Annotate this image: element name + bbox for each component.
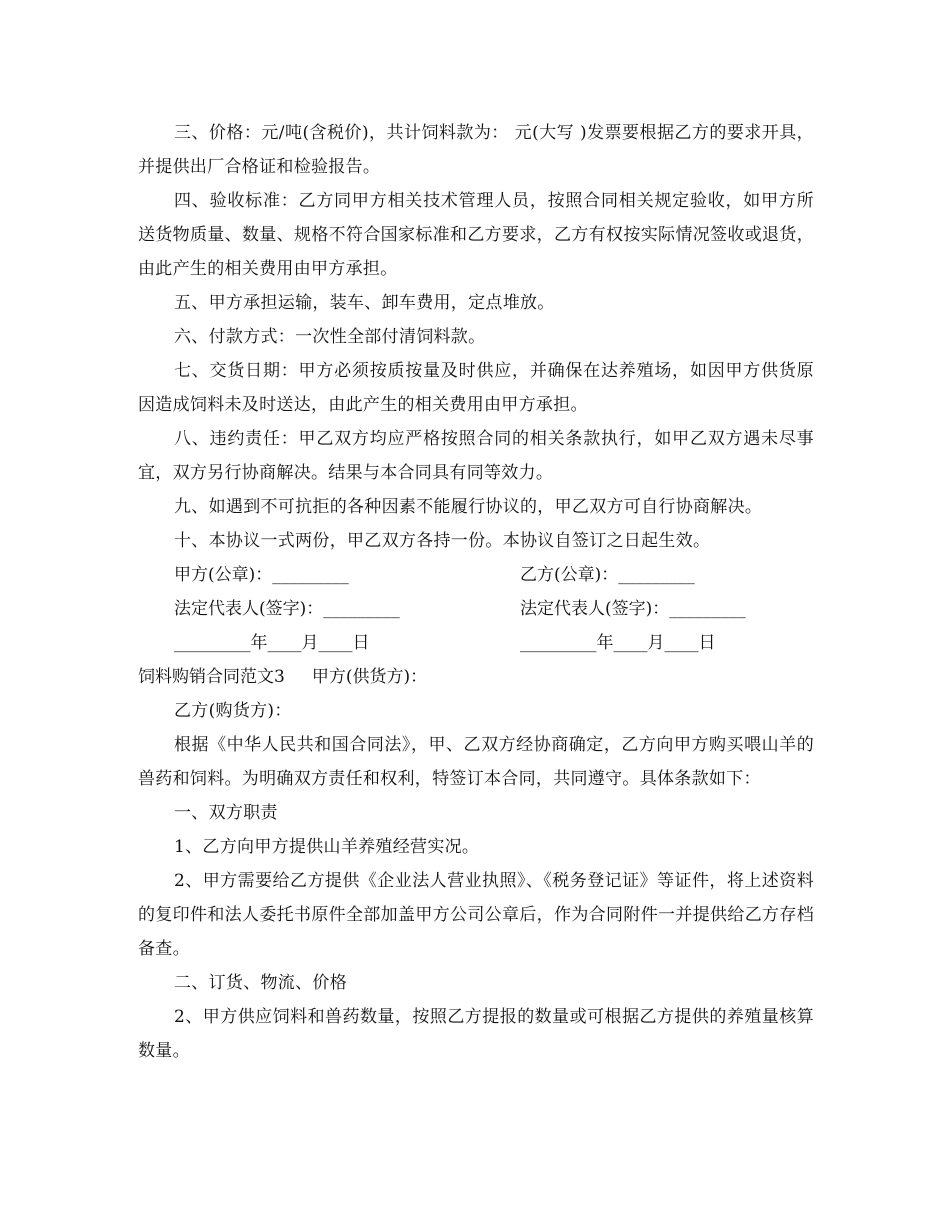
document-body	[138, 116, 814, 1068]
clause-delivery: 七、交货日期：甲方必须按质按量及时供应，并确保在达养殖场，如因甲方供货原因造成饲料未及时送达，由此产生的相关费用由甲方承担。	[138, 361, 814, 415]
duty-item-1: 1、乙方向甲方提供山羊养殖经营实况。	[174, 837, 480, 857]
party-a-date: _________年____月____日	[174, 633, 370, 653]
clause-acceptance: 四、验收标准：乙方同甲方相关技术管理人员，按照合同相关规定验收，如甲方所送货物质量、数量、规格不符合国家标准和乙方要求，乙方有权按实际情况签收或退货，由此产生的相关费用由甲方承担。	[138, 191, 814, 279]
party-b-date: _________年____月____日	[520, 633, 716, 653]
party-b-buyer: 乙方(购货方)：	[174, 701, 292, 721]
signature-row-representative	[138, 592, 814, 626]
signature-row-seal	[138, 558, 814, 592]
contract-preamble: 根据《中华人民共和国合同法》，甲、乙双方经协商确定，乙方向甲方购买喂山羊的兽药和饲料。为明确双方责任和权利，特签订本合同，共同遵守。具体条款如下：	[138, 735, 814, 789]
ordering-item-2: 2、甲方供应饲料和兽药数量，按照乙方提报的数量或可根据乙方提供的养殖量核算数量。	[138, 1007, 814, 1061]
party-a-seal: 甲方(公章)：_________	[174, 565, 349, 585]
party-b-representative: 法定代表人(签字)：_________	[520, 599, 746, 619]
clause-liability: 八、违约责任：甲乙双方均应严格按照合同的相关条款执行，如甲乙双方遇未尽事宜，双方另行协商解决。结果与本合同具有同等效力。	[138, 429, 814, 483]
party-a-representative: 法定代表人(签字)：_________	[174, 599, 400, 619]
clause-payment: 六、付款方式：一次性全部付清饲料款。	[174, 327, 486, 347]
section-ordering-heading: 二、订货、物流、价格	[174, 973, 347, 993]
clause-transport: 五、甲方承担运输，装车、卸车费用，定点堆放。	[174, 293, 555, 313]
clause-force-majeure: 九、如遇到不可抗拒的各种因素不能履行协议的，甲乙双方可自行协商解决。	[174, 497, 763, 517]
section-heading: 饲料购销合同范文3 甲方(供货方)：	[138, 667, 428, 687]
section-duties-heading: 一、双方职责	[174, 803, 278, 823]
clause-effectiveness: 十、本协议一式两份，甲乙双方各持一份。本协议自签订之日起生效。	[174, 531, 711, 551]
duty-item-2: 2、甲方需要给乙方提供《企业法人营业执照》、《税务登记证》等证件，将上述资料的复印件和法人委托书原件全部加盖甲方公司公章后，作为合同附件一并提供给乙方存档备查。	[138, 871, 814, 959]
party-b-seal: 乙方(公章)：_________	[520, 565, 695, 585]
clause-price: 三、价格：元/吨(含税价)，共计饲料款为： 元(大写 )发票要根据乙方的要求开具，并提供出厂合格证和检验报告。	[138, 123, 814, 177]
signature-row-date	[138, 626, 814, 660]
